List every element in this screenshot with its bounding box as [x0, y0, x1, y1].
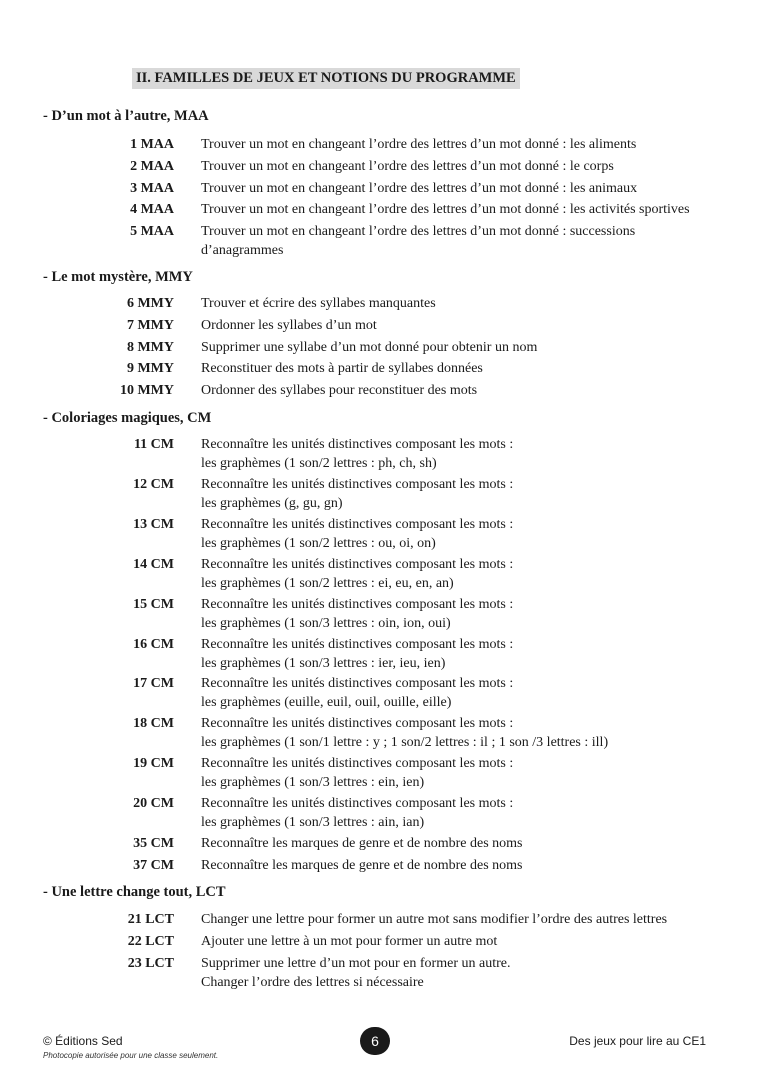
entry-desc: Trouver un mot en changeant l’ordre des lettres d’un mot donné : successions: [201, 224, 636, 239]
section-title-cm: - Coloriages magiques, CM: [43, 410, 212, 426]
entry-desc: Reconnaître les unités distinctives composant les mots :: [201, 676, 514, 691]
entry-code: 17 CM: [133, 676, 174, 691]
entry-code: 5 MAA: [130, 224, 174, 239]
footer-copy-note: Photocopie autorisée pour une classe seulement.: [43, 1051, 219, 1060]
entry-desc-continued: les graphèmes (1 son/2 lettres : ou, oi, on): [201, 536, 436, 551]
entry-desc: Trouver un mot en changeant l’ordre des lettres d’un mot donné : le corps: [201, 159, 614, 174]
entry-code: 12 CM: [133, 477, 174, 492]
section-title-lct: - Une lettre change tout, LCT: [43, 884, 226, 900]
entry-code: 2 MAA: [130, 159, 174, 174]
entry-code: 18 CM: [133, 716, 174, 731]
entry-desc-continued: les graphèmes (g, gu, gn): [201, 496, 343, 511]
entry-desc: Ajouter une lettre à un mot pour former un autre mot: [201, 934, 498, 949]
entry-desc: Reconnaître les unités distinctives composant les mots :: [201, 716, 514, 731]
section-title-mmy: - Le mot mystère, MMY: [43, 269, 193, 285]
entry-code: 7 MMY: [126, 318, 174, 333]
entry-desc: Reconnaître les unités distinctives composant les mots :: [201, 477, 514, 492]
entry-desc: Trouver un mot en changeant l’ordre des lettres d’un mot donné : les aliments: [201, 137, 637, 152]
page-number-badge: 6: [360, 1027, 390, 1055]
entry-desc: Reconnaître les marques de genre et de nombre des noms: [201, 836, 523, 851]
entry-desc: Trouver un mot en changeant l’ordre des lettres d’un mot donné : les activités sportives: [201, 202, 690, 217]
entry-code: 16 CM: [133, 637, 174, 652]
entry-code: 1 MAA: [130, 137, 174, 152]
page-heading: II. FAMILLES DE JEUX ET NOTIONS DU PROGRAMME: [132, 68, 520, 89]
entry-desc: Trouver et écrire des syllabes manquantes: [201, 296, 436, 311]
entry-desc: Reconnaître les unités distinctives composant les mots :: [201, 517, 514, 532]
entry-desc-continued: les graphèmes (1 son/3 lettres : ain, ian): [201, 815, 425, 830]
entry-code: 6 MMY: [126, 296, 174, 311]
entry-desc-continued: Changer l’ordre des lettres si nécessaire: [201, 975, 424, 990]
entry-code: 15 CM: [133, 597, 174, 612]
entry-desc-continued: les graphèmes (1 son/3 lettres : ier, ieu, ien): [201, 656, 446, 671]
entry-code: 22 LCT: [127, 934, 174, 949]
entry-desc: Reconnaître les marques de genre et de nombre des noms: [201, 858, 523, 873]
entry-code: 21 LCT: [127, 912, 174, 927]
entry-code: 19 CM: [133, 756, 174, 771]
entry-desc: Reconnaître les unités distinctives composant les mots :: [201, 597, 514, 612]
entry-code: 3 MAA: [130, 181, 174, 196]
entry-code: 37 CM: [133, 858, 174, 873]
entry-desc-continued: les graphèmes (1 son/2 lettres : ph, ch, sh): [201, 456, 437, 471]
footer-book-title: Des jeux pour lire au CE1: [569, 1034, 706, 1048]
entry-desc-continued: les graphèmes (1 son/3 lettres : oin, ion, oui): [201, 616, 451, 631]
entry-code: 23 LCT: [127, 956, 174, 971]
entry-desc: Ordonner des syllabes pour reconstituer des mots: [201, 383, 478, 398]
entry-desc-continued: les graphèmes (euille, euil, ouil, ouille, eille): [201, 695, 452, 710]
footer-publisher: © Éditions Sed: [43, 1034, 123, 1048]
entry-desc: Reconnaître les unités distinctives composant les mots :: [201, 756, 514, 771]
entry-code: 4 MAA: [130, 202, 174, 217]
entry-desc: Reconnaître les unités distinctives composant les mots :: [201, 637, 514, 652]
entry-desc-continued: d’anagrammes: [201, 243, 284, 258]
entry-desc-continued: les graphèmes (1 son/1 lettre : y ; 1 son/2 lettres : il ; 1 son /3 lettres : ill): [201, 735, 609, 750]
section-title-maa: - D’un mot à l’autre, MAA: [43, 108, 209, 124]
entry-desc: Changer une lettre pour former un autre mot sans modifier l’ordre des autres lettres: [201, 912, 668, 927]
entry-desc: Ordonner les syllabes d’un mot: [201, 318, 377, 333]
entry-desc: Reconstituer des mots à partir de syllabes données: [201, 361, 483, 376]
entry-desc: Supprimer une syllabe d’un mot donné pour obtenir un nom: [201, 340, 538, 355]
entry-desc-continued: les graphèmes (1 son/3 lettres : ein, ien): [201, 775, 425, 790]
entry-desc: Reconnaître les unités distinctives composant les mots :: [201, 437, 514, 452]
entry-code: 35 CM: [133, 836, 174, 851]
entry-code: 10 MMY: [119, 383, 174, 398]
entry-code: 20 CM: [133, 796, 174, 811]
entry-code: 11 CM: [133, 437, 174, 452]
entry-desc-continued: les graphèmes (1 son/2 lettres : ei, eu, en, an): [201, 576, 454, 591]
entry-code: 8 MMY: [126, 340, 174, 355]
entry-desc: Supprimer une lettre d’un mot pour en former un autre.: [201, 956, 511, 971]
entry-desc: Reconnaître les unités distinctives composant les mots :: [201, 557, 514, 572]
entry-code: 9 MMY: [126, 361, 174, 376]
entry-desc: Reconnaître les unités distinctives composant les mots :: [201, 796, 514, 811]
entry-code: 14 CM: [133, 557, 174, 572]
entry-code: 13 CM: [133, 517, 174, 532]
entry-desc: Trouver un mot en changeant l’ordre des lettres d’un mot donné : les animaux: [201, 181, 638, 196]
